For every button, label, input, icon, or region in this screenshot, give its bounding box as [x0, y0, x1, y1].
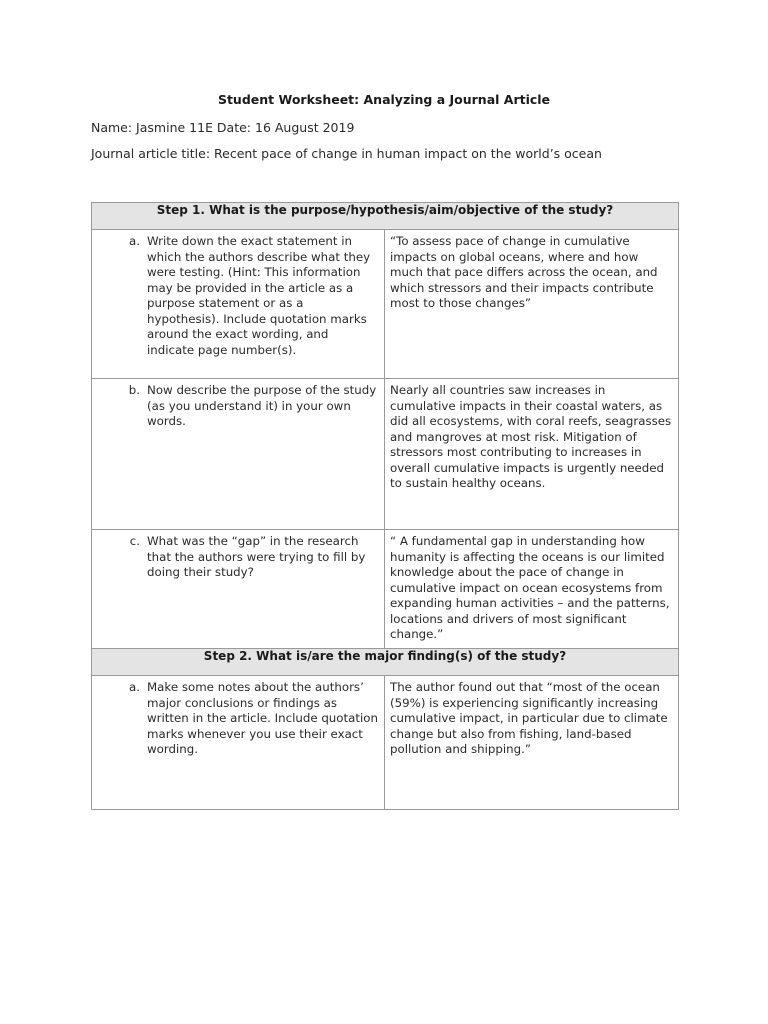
- question-letter: b.: [128, 383, 140, 397]
- step1-header-row: [92, 203, 679, 230]
- question-letter: a.: [129, 680, 140, 694]
- answer-cell: “ A fundamental gap in understanding how humanity is affecting the oceans is our limited knowledge about the pace of change in cumulative impact on ocean ecosystems from expanding human activities – and the patterns, locations and drivers of most significant change.”: [385, 530, 679, 649]
- step2-header: Step 2. What is/are the major finding(s) of the study?: [92, 649, 679, 676]
- question-cell: [92, 230, 385, 379]
- answer-cell: Nearly all countries saw increases in cumulative impacts in their coastal waters, as did all ecosystems, with coral reefs, seagrasses and mangroves at most risk. Mitigation of stressors most contributing to increases in overall cumulative impacts is urgently needed to sustain healthy oceans.: [385, 379, 679, 530]
- worksheet-title: Student Worksheet: Analyzing a Journal Article: [217, 92, 551, 107]
- journal-title-line: Journal article title: Recent pace of change in human impact on the world’s ocean: [91, 146, 602, 161]
- question-cell: [92, 379, 385, 530]
- step1-header: Step 1. What is the purpose/hypothesis/aim/objective of the study?: [92, 203, 679, 230]
- table-row: [92, 379, 679, 530]
- question-text: Now describe the purpose of the study (as you understand it) in your own words.: [147, 383, 377, 428]
- question-text: Make some notes about the authors’ major conclusions or findings as written in the article. Include quotation marks whenever you use their exact wording.: [147, 680, 378, 756]
- step2-header-row: [92, 649, 679, 676]
- student-name-date-line: Name: Jasmine 11E Date: 16 August 2019: [91, 120, 355, 135]
- question-letter: a.: [129, 234, 140, 248]
- worksheet-table: [91, 202, 679, 810]
- answer-cell: “To assess pace of change in cumulative impacts on global oceans, where and how much that pace differs across the ocean, and which stressors and their impacts contribute most to those changes”: [385, 230, 679, 379]
- table-row: [92, 676, 679, 810]
- question-letter: c.: [129, 534, 140, 548]
- question-cell: [92, 676, 385, 810]
- answer-cell: The author found out that “most of the ocean (59%) is experiencing significantly increasing cumulative impact, in particular due to climate change but also from fishing, land-based pollution and shipping.”: [385, 676, 679, 810]
- question-cell: [92, 530, 385, 649]
- table-row: [92, 230, 679, 379]
- question-text: Write down the exact statement in which the authors describe what they were testing. (Hint: This information may be provided in the article as a purpose statement or as a hypothesis). Include quotation marks around the exact wording, and indicate page number(s).: [147, 234, 371, 357]
- question-text: What was the “gap” in the research that the authors were trying to fill by doing their study?: [147, 534, 366, 579]
- table-row: [92, 530, 679, 649]
